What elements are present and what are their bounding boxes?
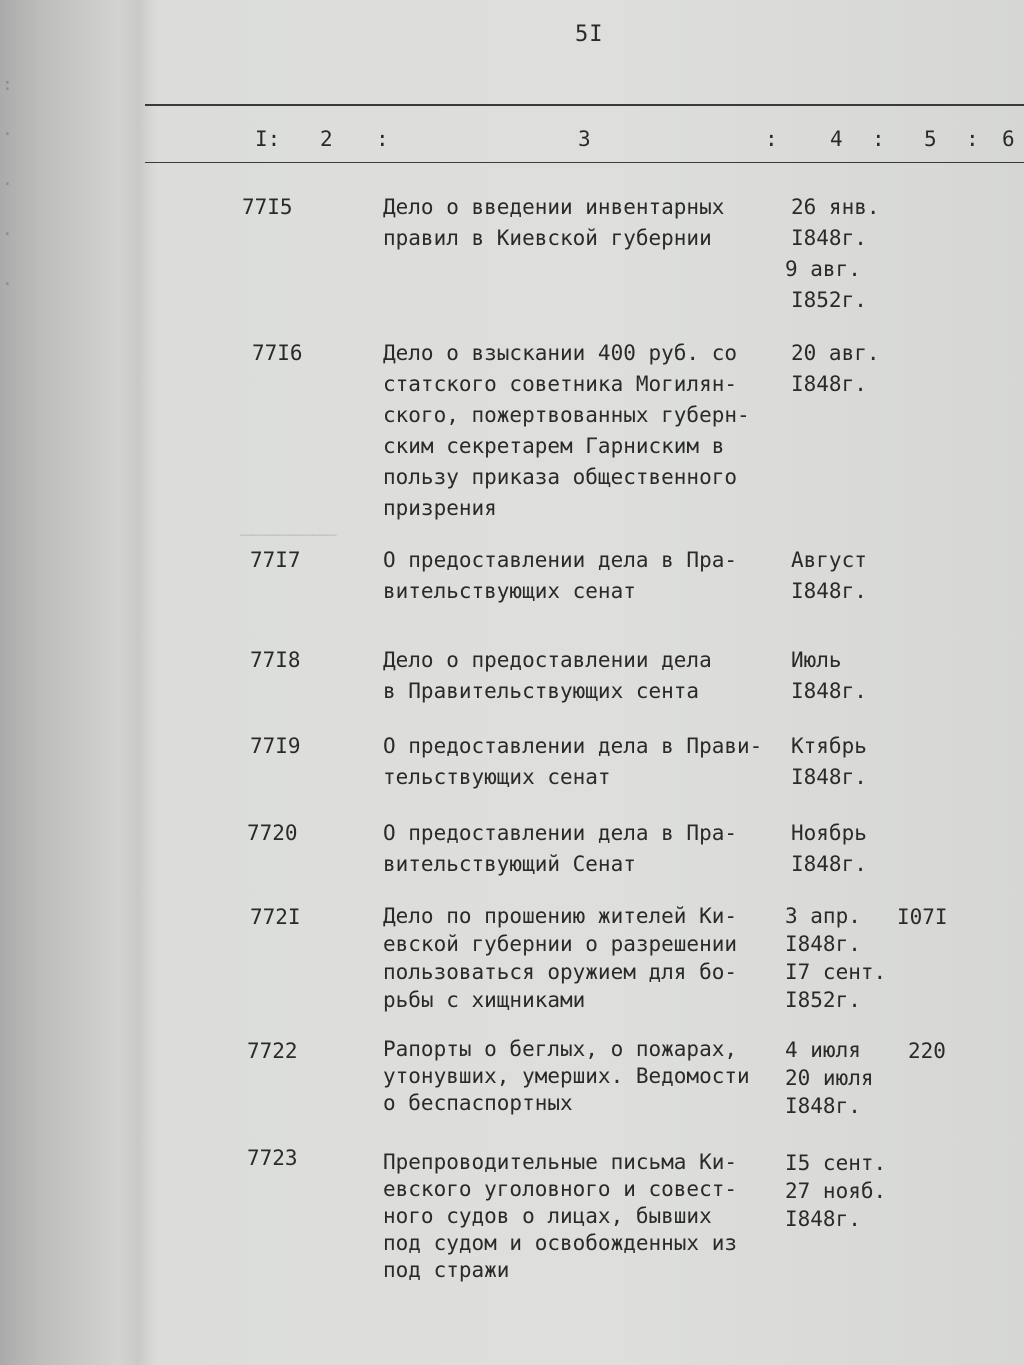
show-through: ──────── bbox=[240, 523, 337, 547]
entry-number: 7722 bbox=[247, 1039, 298, 1063]
left-page-bleed: : · · · · bbox=[2, 74, 13, 295]
entry-number: 772I bbox=[250, 905, 301, 929]
entry-title: Препроводительные письма Ки- евского уголовного и совест- ного судов о лицах, бывших под судом и освобожденных из под стражи bbox=[383, 1150, 738, 1282]
entry-title: Рапорты о беглых, о пожарах, утонувших, умерших. Ведомости о беспаспортных bbox=[383, 1037, 750, 1115]
entry-dates: Август I848г. bbox=[791, 548, 867, 603]
entry-number: 77I8 bbox=[250, 648, 301, 672]
entry-dates: 20 авг. I848г. bbox=[791, 341, 880, 396]
entry-number: 77I7 bbox=[250, 548, 301, 572]
entry-dates: Ноябрь I848г. bbox=[791, 821, 867, 876]
entry-dates: Ктябрь I848г. bbox=[791, 734, 867, 789]
entry-number: 77I6 bbox=[252, 341, 303, 365]
entry-number: 77I9 bbox=[250, 734, 301, 758]
entry-title: Дело по прошению жителей Ки- евской губернии о разрешении пользоваться оружием для бо- рьбы с хищниками bbox=[383, 904, 738, 1012]
entry-number: 7720 bbox=[247, 821, 298, 845]
entry-dates: 26 янв. I848г. 9 авг. I852г. bbox=[785, 195, 880, 312]
col-header-2: 2 bbox=[320, 127, 333, 151]
col-header-1: I: bbox=[255, 127, 281, 151]
entry-sheets: I07I bbox=[897, 905, 948, 929]
entry-dates: I5 сент. 27 нояб. I848г. bbox=[785, 1151, 887, 1231]
header-rule-bottom bbox=[145, 162, 1024, 163]
col-header-sep-3: : bbox=[872, 127, 885, 151]
col-header-5: 5 bbox=[924, 127, 937, 151]
entry-sheets: 220 bbox=[908, 1039, 946, 1063]
col-header-sep-4: : bbox=[966, 127, 979, 151]
entry-title: Дело о взыскании 400 руб. со статского советника Могилян- ского, пожертвованных губерн- ским секретарем Гарниским в пользу приказа общественного призрения bbox=[383, 341, 750, 520]
col-header-4: 4 bbox=[830, 127, 843, 151]
book-gutter bbox=[118, 0, 158, 1365]
col-header-3: 3 bbox=[578, 127, 591, 151]
col-header-sep-2: : bbox=[765, 127, 778, 151]
page-number: 5I bbox=[575, 22, 604, 47]
entry-number: 7723 bbox=[247, 1146, 298, 1170]
entry-title: О предоставлении дела в Прави- тельствующих сенат bbox=[383, 734, 763, 789]
entry-dates: 4 июля 20 июля I848г. bbox=[785, 1038, 874, 1118]
col-header-sep-1: : bbox=[376, 127, 389, 151]
header-rule-top bbox=[145, 104, 1024, 106]
entry-title: О предоставлении дела в Пра- вительствующий Сенат bbox=[383, 821, 738, 876]
entry-dates: Июль I848г. bbox=[791, 648, 867, 703]
entry-title: Дело о предоставлении дела в Правительствующих сента bbox=[383, 648, 712, 703]
entry-title: Дело о введении инвентарных правил в Киевской губернии bbox=[383, 195, 725, 250]
entry-dates: 3 апр. I848г. I7 сент. I852г. bbox=[785, 904, 887, 1012]
entry-title: О предоставлении дела в Пра- вительствующих сенат bbox=[383, 548, 738, 603]
entry-number: 77I5 bbox=[242, 195, 293, 219]
col-header-6: 6 bbox=[1002, 127, 1015, 151]
